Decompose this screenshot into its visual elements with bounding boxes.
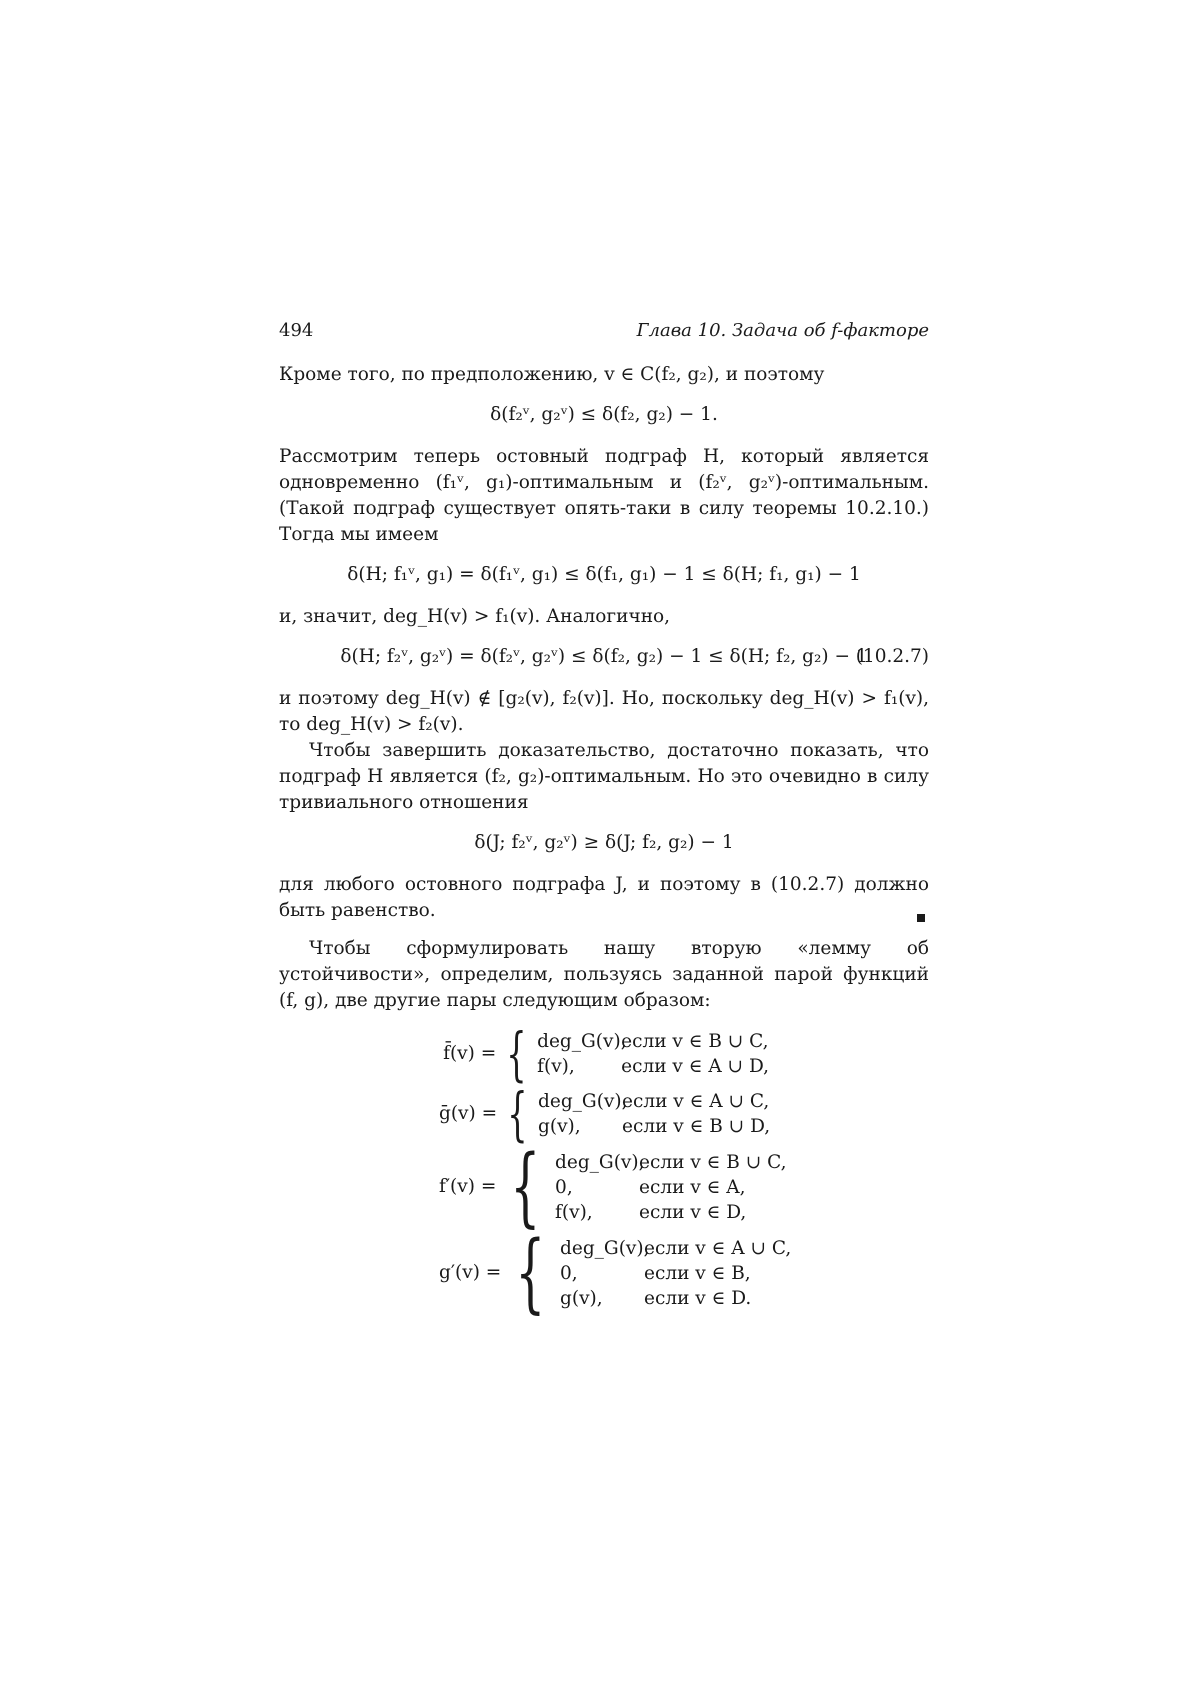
paragraph-7: Чтобы сформулировать нашу вторую «лемму об устойчивости», определим, пользуясь заданной парой функций (f, g), две другие пары следующим образом: <box>279 938 929 1011</box>
definition-lhs: f′(v) = <box>439 1176 497 1197</box>
definition-cases <box>555 1150 786 1225</box>
proof-end-line <box>279 872 929 924</box>
case-value: deg_G(v), <box>537 1031 627 1052</box>
case-condition: если v ∈ D, <box>639 1201 747 1223</box>
paragraph-5: Чтобы завершить доказательство, достаточно показать, что подграф H является (f₂, g₂)-оптимальным. Но это очевидно в силу тривиального отношения <box>279 740 929 813</box>
case-condition: если v ∈ A ∪ C, <box>622 1091 770 1112</box>
case-value: f(v), <box>555 1201 593 1223</box>
case-value: 0, <box>560 1262 578 1284</box>
definition-lhs: ḡ(v) = <box>439 1103 498 1124</box>
paragraph-3: и, значит, deg_H(v) > f₁(v). Аналогично, <box>279 606 671 627</box>
equation-3 <box>279 644 929 670</box>
definition-lhs: f̄(v) = <box>443 1043 497 1064</box>
case-condition: если v ∈ B, <box>644 1262 751 1284</box>
left-brace-icon: { <box>515 1223 546 1323</box>
case-row <box>560 1236 791 1261</box>
spacer <box>279 922 929 936</box>
case-row <box>560 1261 791 1286</box>
definitions-block <box>279 1020 929 1323</box>
case-row <box>555 1150 786 1175</box>
paragraph-6: для любого остовного подграфа J, и поэтому в (10.2.7) должно быть равенство. <box>279 874 929 921</box>
definition-g-bar <box>439 1080 771 1148</box>
page-header <box>279 318 929 344</box>
equation-1: δ(f₂ᵛ, g₂ᵛ) ≤ δ(f₂, g₂) − 1. <box>490 404 718 425</box>
paragraph-4: и поэтому deg_H(v) ∉ [g₂(v), f₂(v)]. Но, поскольку deg_H(v) > f₁(v), то deg_H(v) > f₂(v). <box>279 688 929 735</box>
definition-f-prime <box>439 1137 787 1237</box>
case-value: 0, <box>555 1176 573 1198</box>
case-condition: если v ∈ B ∪ C, <box>639 1151 787 1173</box>
case-row <box>537 1029 769 1054</box>
case-value: g(v), <box>560 1287 603 1309</box>
running-head: Глава 10. Задача об f-факторе <box>636 320 929 341</box>
equation-number: (10.2.7) <box>855 646 929 667</box>
case-condition: если v ∈ A, <box>639 1176 746 1198</box>
case-condition: если v ∈ A ∪ C, <box>644 1237 792 1259</box>
page-number: 494 <box>279 320 314 341</box>
case-condition: если v ∈ B ∪ D, <box>622 1116 771 1137</box>
case-value: deg_G(v), <box>560 1237 650 1259</box>
case-value: deg_G(v), <box>555 1151 645 1173</box>
definition-cases <box>560 1236 791 1311</box>
left-brace-icon: { <box>510 1137 541 1237</box>
case-row <box>555 1175 786 1200</box>
case-condition: если v ∈ A ∪ D, <box>621 1056 769 1077</box>
definition-f-bar <box>439 1020 769 1088</box>
definition-cases <box>537 1029 769 1079</box>
case-value: g(v), <box>538 1116 581 1137</box>
paragraph-1: Кроме того, по предположению, v ∈ C(f₂, g₂), и поэтому <box>279 364 825 385</box>
case-row <box>555 1200 786 1225</box>
case-row <box>537 1054 769 1079</box>
case-row <box>538 1089 770 1114</box>
equation-4: δ(J; f₂ᵛ, g₂ᵛ) ≥ δ(J; f₂, g₂) − 1 <box>474 832 734 853</box>
case-value: deg_G(v), <box>538 1091 628 1112</box>
definition-g-prime <box>439 1223 792 1323</box>
equation-3-body: δ(H; f₂ᵛ, g₂ᵛ) = δ(f₂ᵛ, g₂ᵛ) ≤ δ(f₂, g₂) − 1 ≤ δ(H; f₂, g₂) − 1 <box>340 646 868 667</box>
left-brace-icon: { <box>506 1020 527 1088</box>
definition-cases <box>538 1089 770 1139</box>
case-row <box>538 1114 770 1139</box>
definition-lhs: g′(v) = <box>439 1262 502 1283</box>
left-brace-icon: { <box>507 1080 528 1148</box>
case-row <box>560 1286 791 1311</box>
paragraph-2: Рассмотрим теперь остовный подграф H, который является одновременно (f₁ᵛ, g₁)-оптимальным и (f₂ᵛ, g₂ᵛ)-оптимальным. (Такой подграф существует опять-таки в силу теоремы 10.2.10.) Тогда мы имеем <box>279 446 929 545</box>
case-value: f(v), <box>537 1056 575 1077</box>
case-condition: если v ∈ D. <box>644 1287 752 1309</box>
qed-square-icon <box>917 914 925 922</box>
case-condition: если v ∈ B ∪ C, <box>621 1031 769 1052</box>
equation-2: δ(H; f₁ᵛ, g₁) = δ(f₁ᵛ, g₁) ≤ δ(f₁, g₁) − 1 ≤ δ(H; f₁, g₁) − 1 <box>347 564 861 585</box>
page-content <box>279 318 929 1323</box>
